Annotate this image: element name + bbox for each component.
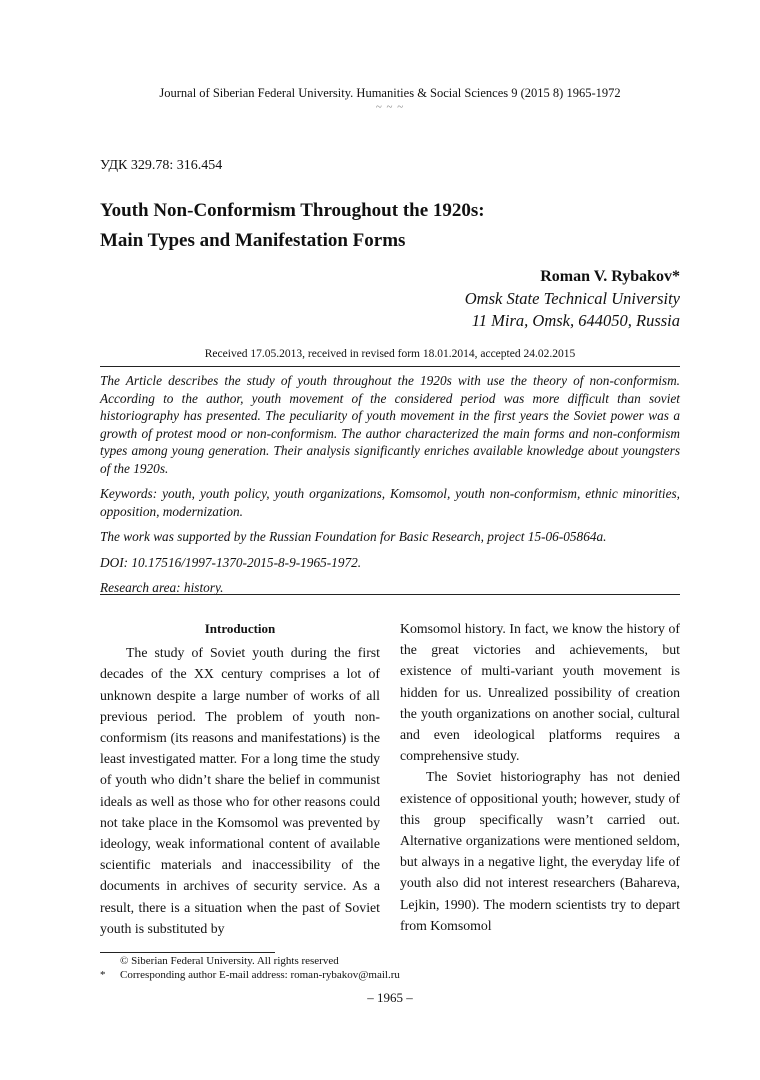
body-paragraph: The study of Soviet youth during the first decades of the XX century comprises a lot of unknown despite a large number of works of all previous period. The problem of youth non-conformism (its reasons and manifestations) is the least investigated matter. For a long time the study of youth who didn’t share the belief in communist ideals as well as those who for other reasons could not take place in the Komsomol was prevented by ideology, weak informational content of available scientific materials and inaccessibility of the documents in archives of security service. As a result, there is a situation when the past of Soviet youth is substituted by <box>100 645 380 936</box>
keywords: Keywords: youth, youth policy, youth organizations, Komsomol, youth non-conformism, ethnic minorities, opposition, modernization. <box>100 486 680 519</box>
doi: DOI: 10.17516/1997-1370-2015-8-9-1965-1972. <box>100 554 362 570</box>
header-separator: ~ ~ ~ <box>375 101 405 113</box>
title-line-1: Youth Non-Conformism Throughout the 1920s: <box>100 200 485 221</box>
copyright-note: © Siberian Federal University. All rights reserved <box>120 955 339 967</box>
author-address: 11 Mira, Omsk, 644050, Russia <box>471 311 680 330</box>
author-affiliation: Omsk State Technical University <box>464 289 680 308</box>
footnotes <box>100 954 680 982</box>
asterisk-mark: * <box>100 969 106 981</box>
right-column <box>400 618 680 936</box>
page-number: – 1965 – <box>367 990 413 1005</box>
footnote-rule <box>100 952 275 953</box>
article-title <box>100 196 680 256</box>
funding-note: The work was supported by the Russian Foundation for Basic Research, project 15-06-05864a. <box>100 529 607 544</box>
abstract-text: The Article describes the study of youth throughout the 1920s with use the theory of non-conformism. According to the author, youth movement of the considered period was more difficult than soviet historiography has presented. The peculiarity of youth movement in the first years the Soviet power was a growth of protest mood or non-conformism. The author characterized the main forms and non-conformism types among young generation. Their analysis significantly enriches available knowledge about youngsters of the 1920s. <box>100 373 680 476</box>
abstract-bottom-rule <box>100 594 680 595</box>
research-area: Research area: history. <box>100 580 224 595</box>
title-line-2: Main Types and Manifestation Forms <box>100 230 406 251</box>
corresponding-author-note: * Corresponding author E-mail address: roman-rybakov@mail.ru <box>100 969 400 981</box>
journal-header: Journal of Siberian Federal University. Humanities & Social Sciences 9 (2015 8) 1965-1972 <box>159 86 621 100</box>
abstract-block <box>100 372 680 605</box>
author-name: Roman V. Rybakov* <box>540 268 680 285</box>
body-paragraph: Komsomol history. In fact, we know the history of the great victories and achievements, but existence of multi-variant youth movement is hidden for us. Unrealized possibility of creation the youth organizations on another social, cultural and even ideological platforms requires a comprehensive study. <box>400 621 680 764</box>
abstract-top-rule <box>100 366 680 367</box>
left-column <box>100 618 380 939</box>
received-dates: Received 17.05.2013, received in revised form 18.01.2014, accepted 24.02.2015 <box>204 348 576 360</box>
udk-code: УДК 329.78: 316.454 <box>100 158 223 173</box>
body-paragraph: The Soviet historiography has not denied existence of oppositional youth; however, study of this group specifically wasn’t carried out. Alternative organizations were mentioned seldom, but always in a negative light, the everyday life of youth also did not interest researchers (Bahareva, Lejkin, 1990). The modern scientists try to depart from Komsomol <box>400 769 680 933</box>
author-block <box>465 266 680 332</box>
section-heading-introduction: Introduction <box>204 621 276 636</box>
